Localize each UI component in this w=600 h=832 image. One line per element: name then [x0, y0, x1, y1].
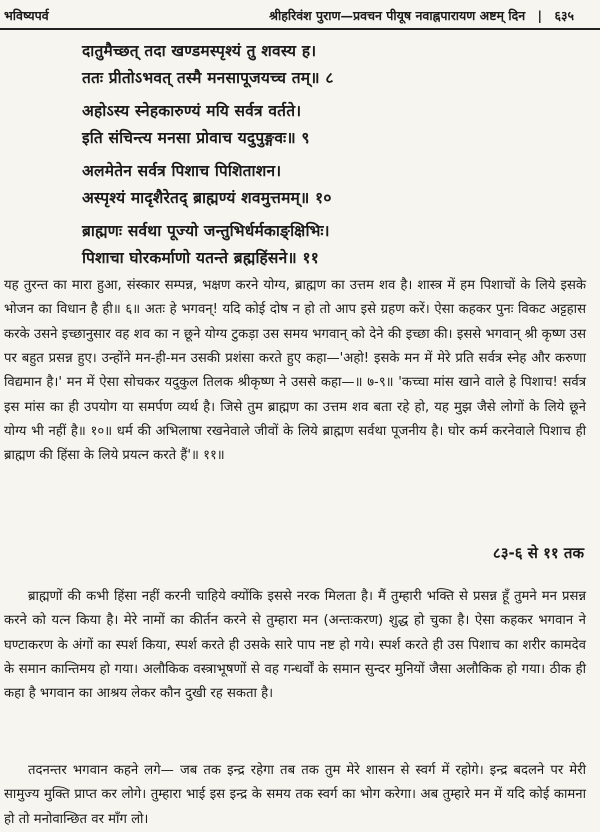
- section-heading: ८३-६ से ११ तक: [492, 544, 584, 562]
- verse-8: [82, 38, 582, 92]
- page-number: ६३५: [554, 8, 574, 23]
- verse-line: अलमेतेन सर्वत्र पिशाच पिशिताशन।: [82, 162, 282, 180]
- verse-10: [82, 158, 582, 212]
- verse-line: ततः प्रीतोऽभवत् तस्मै मनसापूजयच्च तम्॥ ८: [82, 69, 334, 87]
- commentary-paragraph: यह तुरन्त का मारा हुआ, संस्कार सम्पन्न, भक्षण करने योग्य, ब्राह्मण का उत्तम शव है। शास्त्र में हम पिशाचों के लिये इसके भोजन का विधान है ही॥ ६॥ अतः हे भगवन्! यदि कोई दोष न हो तो आप इसे ग्रहण करें। ऐसा कहकर पुनः विकट अट्टहास करके उसने इच्छानुसार वह शव का न छूने योग्य टुकड़ा उस समय भगवान् को देने की इच्छा की। इससे भगवान् श्री कृष्ण उस पर बहुत प्रसन्न हुए। उन्होंने मन-ही-मन उसकी प्रशंसा करते हुए कहा—'अहो! इसके मन में मेरे प्रति सर्वत्र स्नेह और करुणा विद्यमान है।' मन में ऐसा सोचकर यदुकुल तिलक श्रीकृष्ण ने उससे कहा—॥ ७-९॥ 'कच्चा मांस खाने वाले हे पिशाच! सर्वत्र इस मांस का ही उपयोग या समर्पण व्यर्थ है। जिसे तुम ब्राह्मण का उत्तम शव बता रहे हो, यह मुझ जैसे लोगों के लिये छूने योग्य भी नहीं है॥ १०॥ धर्म की अभिलाषा रखनेवाले जीवों के लिये ब्राह्मण सर्वथा पूजनीय है। घोर कर्म करनेवाले पिशाच ही ब्राह्मण की हिंसा के लिये प्रयत्न करते हैं'॥ ११॥: [4, 278, 586, 464]
- verse-line: इति संचिन्त्य मनसा प्रोवाच यदुपुङ्गवः॥ ९: [82, 129, 310, 147]
- verse-line: ब्राह्मणः सर्वथा पूज्यो जन्तुभिर्धर्मकाङ्क्षिभिः।: [82, 222, 330, 240]
- verse-11: [82, 218, 582, 272]
- book-title: श्रीहरिवंश पुराण—प्रवचन पीयूष नवाह्नपारायण अष्टम् दिन: [269, 8, 526, 23]
- verse-line: अहोऽस्य स्नेहकारुण्यं मयि सर्वत्र वर्तते।: [82, 102, 302, 120]
- verse-9: [82, 98, 582, 152]
- sanskrit-verses: [82, 38, 582, 278]
- commentary-paragraph: तदनन्तर भगवान कहने लगे— जब तक इन्द्र रहेगा तब तक तुम मेरे शासन से स्वर्ग में रहोगे। इन्द्र बदलने पर मेरी सामुज्य मुक्ति प्राप्त कर लोगे। तुम्हारा भाई इस इन्द्र के समय तक स्वर्ग का भोग करेगा। अब तुम्हारे मन में यदि कोई कामना हो तो मनोवान्छित वर माँग लो।: [4, 763, 586, 827]
- page-header: [0, 0, 600, 30]
- running-title: [269, 7, 574, 24]
- verse-line: पिशाचा घोरकर्माणो यतन्ते ब्रह्महिंसने॥ ११: [82, 249, 319, 267]
- section-title: भविष्यपर्व: [4, 8, 49, 23]
- commentary-paragraph: ब्राह्मणों की कभी हिंसा नहीं करनी चाहिये क्योंकि इससे नरक मिलता है। मैं तुम्हारी भक्ति से प्रसन्न हूँ तुमने मन प्रसन्न करने को यत्न किया है। मेरे नामों का कीर्तन करने से तुम्हारा मन (अन्तःकरण) शुद्ध हो चुका है। ऐसा कहकर भगवान ने घण्टाकरण के अंगों का स्पर्श किया, स्पर्श करते ही उसके सारे पाप नष्ट हो गये। स्पर्श करते ही उस पिशाच का शरीर कामदेव के समान कान्तिमय हो गया। अलौकिक वस्त्राभूषणों से वह गन्धर्वों के समान सुन्दर मुनियों जैसा अलौकिक हो गया। ठीक ही कहा है भगवान का आश्रय लेकर कौन दुखी रह सकता है।: [4, 589, 586, 702]
- header-separator: |: [537, 8, 543, 23]
- verse-line: अस्पृश्यं मादृशैरेतद् ब्राह्मण्यं शवमुत्तमम्॥ १०: [82, 189, 332, 207]
- verse-line: दातुमैच्छत् तदा खण्डमस्पृश्यं तु शवस्य ह।: [82, 42, 317, 60]
